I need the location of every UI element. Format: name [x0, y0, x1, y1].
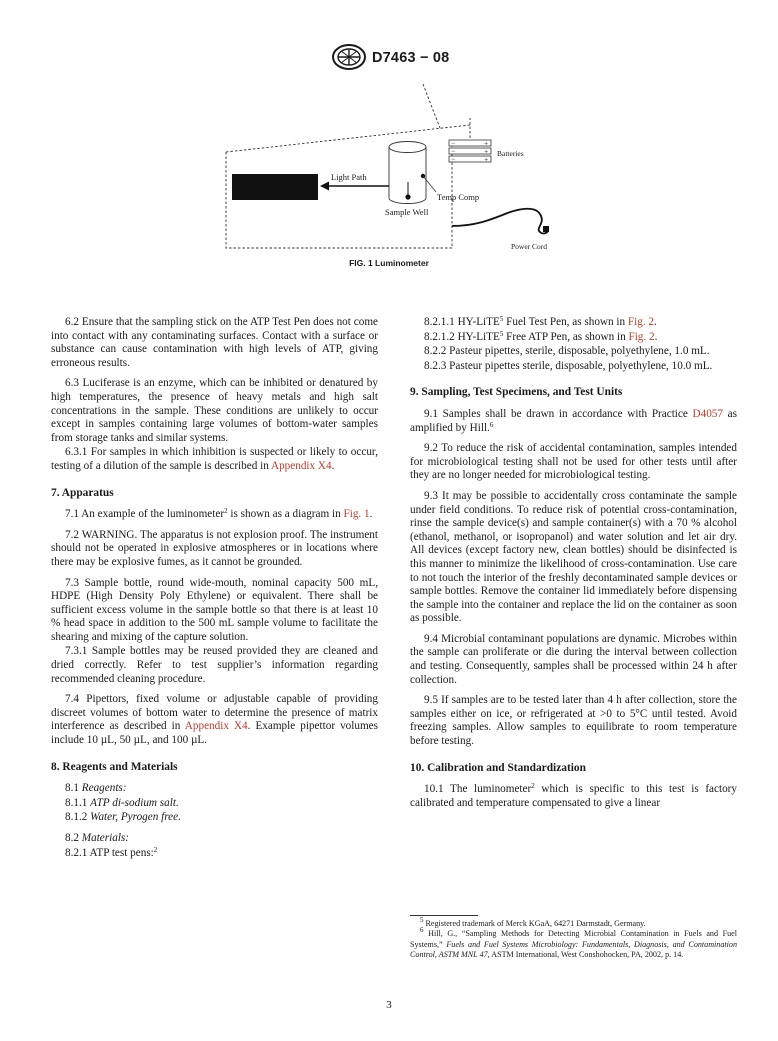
- label-batteries: Batteries: [497, 149, 524, 158]
- para-7-3-1: 7.3.1 Sample bottles may be reused provided they are cleaned and dried correctly. Refer to test supplier’s information regarding recommended cleaning procedure.: [51, 645, 378, 685]
- instrument-top-edge: [226, 125, 470, 152]
- para-8-2-1: 8.2.1 ATP test pens:$^2$: [65, 845, 158, 859]
- para-6-3-1: 6.3.1 For samples in which inhibition is suspected or likely to occur, testing of a dilution of the sample is described in Appendix X4.: [51, 446, 378, 472]
- label-light-path: Light Path: [331, 172, 367, 182]
- left-column: [51, 316, 378, 861]
- para-8-2-1-2: 8.2.1.2 HY-LiTE$^5$ Free ATP Pen, as shown in Fig. 2.: [424, 329, 658, 343]
- link-appendix-x4-2[interactable]: Appendix X4: [184, 720, 248, 733]
- para-8-2-2: 8.2.2 Pasteur pipettes, sterile, disposable, polyethylene, 1.0 mL.: [424, 345, 710, 358]
- section-8-heading: 8. Reagents and Materials: [51, 760, 178, 773]
- para-7-1: 7.1 An example of the luminometer$^2$ is shown as a diagram in Fig. 1.: [65, 507, 373, 521]
- para-7-4: 7.4 Pipettors, fixed volume or adjustable capable of providing discreet volumes of bottom water to determine the presence of matrix interference as described in Appendix X4. Example pipettor volumes include 10 µL, 50 µL, and 100 µL.: [51, 693, 378, 747]
- label-power-cord: Power Cord: [511, 242, 548, 251]
- para-9-4: 9.4 Microbial contaminant populations are dynamic. Microbes within the sample can proliferate or die during the interval between collection and testing. Consequently, samples shall be processed within 24 h after collection.: [410, 632, 737, 686]
- link-fig-1[interactable]: Fig. 1: [343, 508, 370, 521]
- svg-text:+: +: [484, 146, 489, 156]
- figure-caption: FIG. 1 Luminometer: [349, 258, 429, 268]
- power-cord-icon: [452, 209, 548, 234]
- label-sample-well: Sample Well: [385, 207, 429, 217]
- para-8-1-2: 8.1.2 Water, Pyrogen free.: [65, 811, 181, 824]
- svg-text:−: −: [451, 154, 456, 164]
- para-8-2-1-1: 8.2.1.1 HY-LiTE$^5$ Fuel Test Pen, as shown in Fig. 2.: [424, 315, 657, 328]
- batteries-icon: [449, 139, 491, 164]
- footnote-5: $^5$ Registered trademark of Merck KGaA, 64271 Darmstadt, Germany.: [420, 916, 646, 928]
- svg-text:−: −: [451, 146, 456, 156]
- svg-text:+: +: [484, 154, 489, 164]
- para-9-1: 9.1 Samples shall be drawn in accordance with Practice D4057 as amplified by Hill.$^6$: [410, 407, 737, 434]
- document-id: D7463 − 08: [372, 50, 450, 66]
- figure-luminometer-diagram: [0, 0, 778, 260]
- para-9-3: 9.3 It may be possible to accidentally cross contaminate the sample under field conditions. To reduce risk of potential cross-contamination, rinse the sample device(s) and sample container(s) with a 70 % alcohol (ethanol, methanol, or isopropanol) and water solution and let air dry. All devices (except factory new, clean bottles) should be disinfected is this manner to minimize the likelihood of cross-contamination. Use care to not touch the interior of the freshly decontaminated sample devices or sample bottles. Remove the container lid immediately before dispensing the sample into the container and replace the lid on the container as soon as possible.: [410, 489, 737, 625]
- page-number: 3: [386, 999, 392, 1011]
- para-8-2-3: 8.2.3 Pasteur pipettes sterile, disposable, polyethylene, 10.0 mL.: [424, 359, 713, 372]
- section-10-heading: 10. Calibration and Standardization: [410, 761, 586, 774]
- para-6-3: 6.3 Luciferase is an enzyme, which can be inhibited or denatured by high temperatures, the presence of heavy metals and high salt concentrations in the sample. These conditions are unlikely to occur except in samples containing large volumes of bottom-water samples from storage tanks and similar systems.: [51, 377, 378, 444]
- svg-text:+: +: [484, 138, 489, 148]
- link-d4057[interactable]: D4057: [692, 407, 723, 420]
- para-8-1-1: 8.1.1 ATP di-sodium salt.: [65, 796, 179, 809]
- sample-well-icon: [389, 142, 436, 204]
- link-fig-2[interactable]: Fig. 2: [627, 316, 655, 328]
- right-column: [410, 316, 737, 817]
- para-10-1: 10.1 The luminometer$^2$ which is specific to this test is factory calibrated and temperature compensated to give a linear: [410, 782, 738, 809]
- detector-block: [232, 174, 318, 200]
- leader-line: [423, 84, 440, 128]
- para-7-2: 7.2 WARNING. The apparatus is not explosion proof. The instrument should not be operated in explosive atmospheres or in locations where there may be explosive fumes, as it cannot be grounded.: [51, 528, 378, 568]
- section-9-heading: 9. Sampling, Test Specimens, and Test Units: [410, 386, 623, 399]
- link-fig-2-b[interactable]: Fig. 2: [628, 330, 655, 343]
- para-8-2: 8.2 Materials:: [65, 832, 130, 844]
- para-9-2: 9.2 To reduce the risk of accidental contamination, samples intended for microbiological testing shall not be used for other tests until after they are no longer needed for microbiological testing.: [410, 442, 737, 482]
- svg-text:−: −: [451, 138, 456, 148]
- section-7-heading: 7. Apparatus: [51, 486, 114, 499]
- para-9-5: 9.5 If samples are to be tested later than 4 h after collection, store the samples either on ice, or refrigerated at >0 to 5°C until tested. Avoid freezing samples. Allow samples to equilibrate to room temperature before testing.: [410, 694, 737, 748]
- label-temp-comp: Temp Comp: [437, 192, 480, 202]
- footnote-6: $^6$ Hill, G., “Sampling Methods for Detecting Microbial Contamination in Fuels and Fuel Systems,” Fuels and Fuel Systems Microbiology: Fundamentals, Diagnosis, and Contamination Control, ASTM MNL 47, ASTM International, West Conshohocken, PA, 2002, p. 14.: [410, 926, 737, 960]
- para-8-1: 8.1 Reagents:: [65, 782, 127, 795]
- para-6-2: 6.2 Ensure that the sampling stick on the ATP Test Pen does not come into contact with any contaminating surfaces. Contact with a surface or substance can cause contamination with high levels of ATP, giving erroneous results.: [51, 316, 378, 369]
- para-7-3: 7.3 Sample bottle, round wide-mouth, nominal capacity 500 mL, HDPE (High Density Poly Ethylene) or equivalent. There shall be sufficient excess volume in the sample bottle so that there is at least 10 % head space in addition to the 500 mL sample volume to facilitate the shearing and mixing of the capture solution.: [51, 576, 378, 643]
- link-appendix-x4[interactable]: Appendix X4: [271, 459, 332, 472]
- light-path-arrow-icon: [320, 182, 329, 191]
- footnotes: [410, 916, 737, 961]
